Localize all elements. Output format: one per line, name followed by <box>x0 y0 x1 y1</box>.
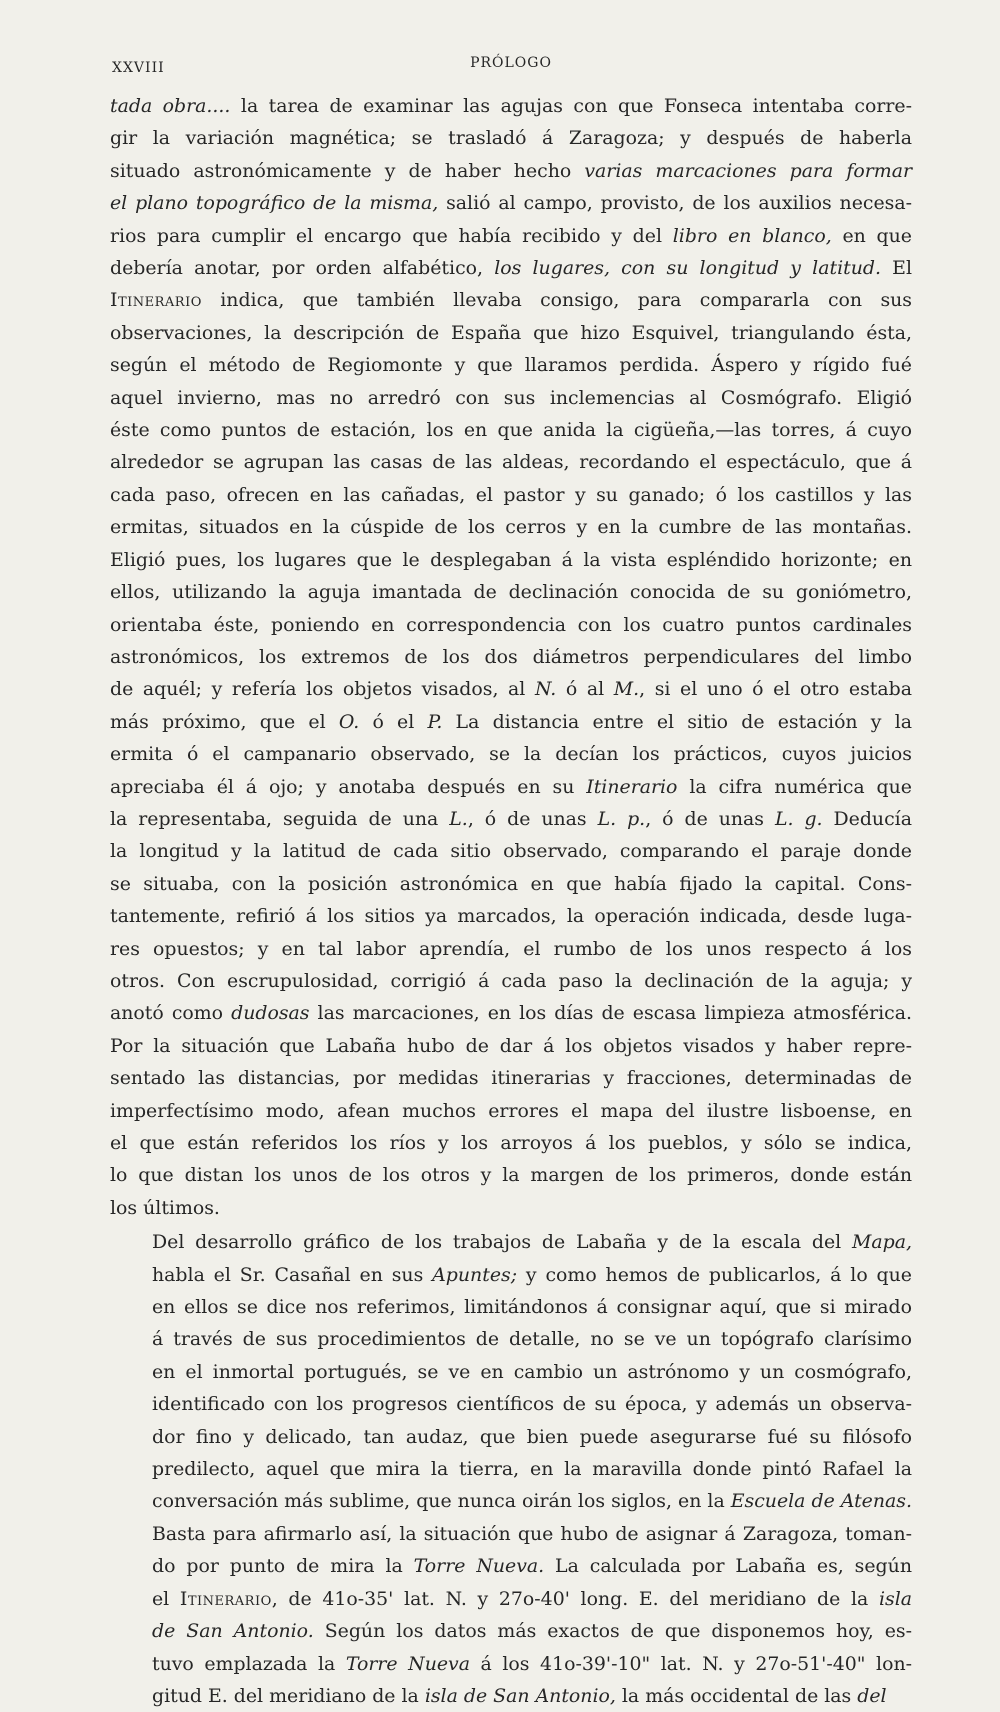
text-line <box>110 414 912 446</box>
text-run: la más occidental de las <box>615 1684 858 1707</box>
text-line <box>110 576 912 608</box>
text-run: la longitud y la latitud de cada sitio observado, comparando el paraje donde <box>110 840 912 863</box>
italic-text: el plano topográfico de la misma, <box>110 192 439 215</box>
text-line <box>110 965 912 997</box>
text-run: á los 41o-39'-10" lat. N. y 27o-51'-40" lon- <box>469 1652 912 1675</box>
text-line <box>110 706 912 738</box>
text-line <box>110 868 912 900</box>
italic-text: dudosas <box>231 1002 310 1025</box>
text-run: dor fino y delicado, tan audaz, que bien puede asegurarse fué su filósofo <box>152 1425 912 1448</box>
text-run: y como hemos de publicarlos, á lo que <box>517 1263 912 1286</box>
text-run: La calculada por Labaña es, según <box>544 1555 912 1578</box>
text-run: astronómicos, los extremos de los dos diámetros perpendiculares del limbo <box>110 645 912 668</box>
text-run: , si el uno ó el otro estaba <box>639 678 912 701</box>
text-line <box>110 1680 912 1712</box>
text-run: salió al campo, provisto, de los auxilios necesa- <box>438 192 912 215</box>
italic-text: Escuela de Atenas. <box>730 1490 912 1513</box>
text-run: identificado con los progresos científicos de su época, y además un observa- <box>152 1393 912 1416</box>
italic-text: isla <box>878 1587 912 1610</box>
text-run: alrededor se agrupan las casas de las aldeas, recordando el espectáculo, que á <box>110 451 912 474</box>
text-run: tuvo emplazada la <box>152 1652 346 1675</box>
italic-text: Torre Nueva <box>345 1652 470 1675</box>
italic-text: del <box>857 1684 887 1707</box>
text-line <box>110 738 912 770</box>
text-line <box>110 1518 912 1550</box>
text-run: imperfectísimo modo, afean muchos errores el mapa del ilustre lisboense, en <box>110 1099 912 1122</box>
text-run: Deducía <box>822 807 912 830</box>
text-line <box>110 673 912 705</box>
running-title: PRÓLOGO <box>470 55 552 71</box>
text-line <box>110 1226 912 1258</box>
text-line <box>110 641 912 673</box>
text-run: rios para cumplir el encargo que había recibido y del <box>110 224 673 247</box>
text-line <box>110 1421 912 1453</box>
text-run: se situaba, con la posición astronómica en que había fijado la capital. Cons- <box>110 872 912 895</box>
text-line <box>110 220 912 252</box>
text-line <box>110 252 912 284</box>
text-run: debería anotar, por orden alfabético, <box>110 257 495 280</box>
text-run: conversación más sublime, que nunca oirán los siglos, en la <box>152 1490 731 1513</box>
text-run: El <box>880 257 912 280</box>
text-run: Eligió pues, los lugares que le desplegaban á la vista espléndido horizonte; en <box>110 548 912 571</box>
text-line <box>110 803 912 835</box>
italic-text: tada obra.... <box>110 95 231 117</box>
text-line <box>110 544 912 576</box>
italic-text: L. <box>449 807 468 830</box>
text-line <box>110 835 912 867</box>
text-line <box>110 609 912 641</box>
text-line <box>110 1192 912 1224</box>
page-header <box>110 50 912 90</box>
text-run: habla el Sr. Casañal en sus <box>152 1263 433 1286</box>
text-line <box>110 382 912 414</box>
text-line <box>110 1323 912 1355</box>
text-line <box>110 1615 912 1647</box>
text-line <box>110 1648 912 1680</box>
italic-text: Mapa, <box>852 1231 912 1254</box>
text-line <box>110 90 912 122</box>
italic-text: isla de San Antonio, <box>424 1684 616 1707</box>
text-run: más próximo, que el <box>110 710 339 733</box>
text-line <box>110 122 912 154</box>
text-line <box>110 155 912 187</box>
text-line <box>110 900 912 932</box>
text-run: cada paso, ofrecen en las cañadas, el pastor y su ganado; ó los castillos y las <box>110 483 912 506</box>
text-run: de aquél; y refería los objetos visados, al <box>110 678 535 701</box>
text-run: ellos, utilizando la aguja imantada de declinación conocida de su goniómetro, <box>110 581 912 604</box>
text-run: tantemente, refirió á los sitios ya marcados, la operación indicada, desde luga- <box>110 905 912 928</box>
italic-text: M. <box>613 678 640 701</box>
text-run: ó el <box>359 710 428 733</box>
text-line <box>110 1030 912 1062</box>
paragraph <box>110 1226 912 1712</box>
small-caps-text: Itinerario <box>179 1587 272 1610</box>
italic-text: N. <box>534 678 557 701</box>
small-caps-text: Itinerario <box>110 289 202 312</box>
text-line <box>110 187 912 219</box>
text-line <box>110 446 912 478</box>
text-run: predilecto, aquel que mira la tierra, en la maravilla donde pintó Rafael la <box>152 1458 912 1481</box>
text-run: á través de sus procedimientos de detalle, no se ve un topógrafo clarísimo <box>152 1328 912 1351</box>
text-run: anotó como <box>110 1002 232 1025</box>
text-run: , de 41o-35' lat. N. y 27o-40' long. E. del meridiano de la <box>271 1587 879 1610</box>
text-run: ermitas, situados en la cúspide de los cerros y en la cumbre de las montañas. <box>110 516 912 539</box>
text-run: el que están referidos los ríos y los arroyos á los pueblos, y sólo se indica, <box>110 1132 912 1154</box>
text-run: Del desarrollo gráfico de los trabajos de Labaña y de la escala del <box>152 1231 853 1254</box>
italic-text: libro en blanco, <box>672 224 832 247</box>
text-line <box>110 997 912 1029</box>
text-run: Según los datos más exactos de que disponemos hoy, es- <box>313 1620 912 1643</box>
text-line <box>110 1291 912 1323</box>
text-run: en que <box>831 224 912 247</box>
text-line <box>110 1159 912 1191</box>
text-run: el <box>152 1587 180 1610</box>
text-run: , ó de unas <box>467 807 598 830</box>
text-line <box>110 1550 912 1582</box>
italic-text: L. p. <box>597 807 646 830</box>
italic-text: varias marcaciones para formar <box>584 159 912 182</box>
italic-text: de San Antonio. <box>152 1620 314 1643</box>
text-run: los últimos. <box>110 1196 220 1219</box>
text-run: orientaba éste, poniendo en correspondencia con los cuatro puntos cardinales <box>110 613 912 636</box>
italic-text: Apuntes; <box>432 1263 518 1286</box>
text-run: la representaba, seguida de una <box>110 807 450 830</box>
text-line <box>110 511 912 543</box>
italic-text: L. g. <box>774 807 823 830</box>
text-line <box>110 933 912 965</box>
text-line <box>110 1127 912 1159</box>
text-run: Por la situación que Labaña hubo de dar á los objetos visados y haber repre- <box>110 1034 912 1057</box>
text-run: aquel invierno, mas no arredró con sus inclemencias al Cosmógrafo. Eligió <box>110 386 912 409</box>
text-line <box>110 1259 912 1291</box>
italic-text: P. <box>427 710 443 733</box>
text-run: lo que distan los unos de los otros y la margen de los primeros, donde están <box>110 1164 912 1187</box>
text-run: en ellos se dice nos referimos, limitándonos á consignar aquí, que si mirado <box>152 1296 912 1319</box>
text-line <box>110 771 912 803</box>
text-run: res opuestos; y en tal labor aprendía, el rumbo de los unos respecto á los <box>110 937 912 960</box>
text-line <box>110 479 912 511</box>
italic-text: Itinerario <box>586 775 678 798</box>
text-run: , ó de unas <box>645 807 775 830</box>
text-run: otros. Con escrupulosidad, corrigió á cada paso la declinación de la aguja; y <box>110 969 912 992</box>
text-line <box>110 1356 912 1388</box>
text-run: situado astronómicamente y de haber hecho <box>110 159 585 182</box>
text-run: las marcaciones, en los días de escasa limpieza atmosférica. <box>309 1002 912 1025</box>
text-run: éste como puntos de estación, los en que anida la cigüeña,—las torres, á cuyo <box>110 419 912 442</box>
text-line <box>110 1062 912 1094</box>
text-run: do por punto de mira la <box>152 1555 414 1578</box>
text-line <box>110 1388 912 1420</box>
text-run: en el inmortal portugués, se ve en cambio un astrónomo y un cosmógrafo, <box>152 1360 912 1383</box>
body-text <box>110 90 912 1712</box>
text-run: según el método de Regiomonte y que llaramos perdida. Áspero y rígido fué <box>110 354 912 377</box>
text-run: la tarea de examinar las agujas con que Fonseca intentaba corre- <box>230 95 912 117</box>
text-run: gir la variación magnética; se trasladó á Zaragoza; y después de haberla <box>110 127 912 150</box>
text-line <box>110 317 912 349</box>
page-number: XXVIII <box>112 60 165 76</box>
text-run: ó al <box>556 678 614 701</box>
text-line <box>110 1095 912 1127</box>
text-run: la cifra numérica que <box>677 775 912 798</box>
text-run: apreciaba él á ojo; y anotaba después en su <box>110 775 587 798</box>
text-line <box>110 1485 912 1517</box>
text-line <box>110 349 912 381</box>
text-run: Basta para afirmarlo así, la situación que hubo de asignar á Zaragoza, toman- <box>152 1522 912 1545</box>
italic-text: O. <box>338 710 360 733</box>
italic-text: los lugares, con su longitud y latitud. <box>494 257 881 280</box>
text-run: sentado las distancias, por medidas itinerarias y fracciones, determinadas de <box>110 1067 912 1090</box>
text-run: observaciones, la descripción de España que hizo Esquivel, triangulando ésta, <box>110 321 912 344</box>
text-run: gitud E. del meridiano de la <box>152 1684 425 1707</box>
text-run: La distancia entre el sitio de estación y la <box>442 710 912 733</box>
text-line <box>110 284 912 316</box>
text-line <box>110 1453 912 1485</box>
text-run: ermita ó el campanario observado, se la decían los prácticos, cuyos juicios <box>110 743 912 766</box>
italic-text: Torre Nueva. <box>413 1555 545 1578</box>
text-run: indica, que también llevaba consigo, para compararla con sus <box>201 289 912 312</box>
text-line <box>110 1583 912 1615</box>
paragraph <box>110 90 912 1224</box>
